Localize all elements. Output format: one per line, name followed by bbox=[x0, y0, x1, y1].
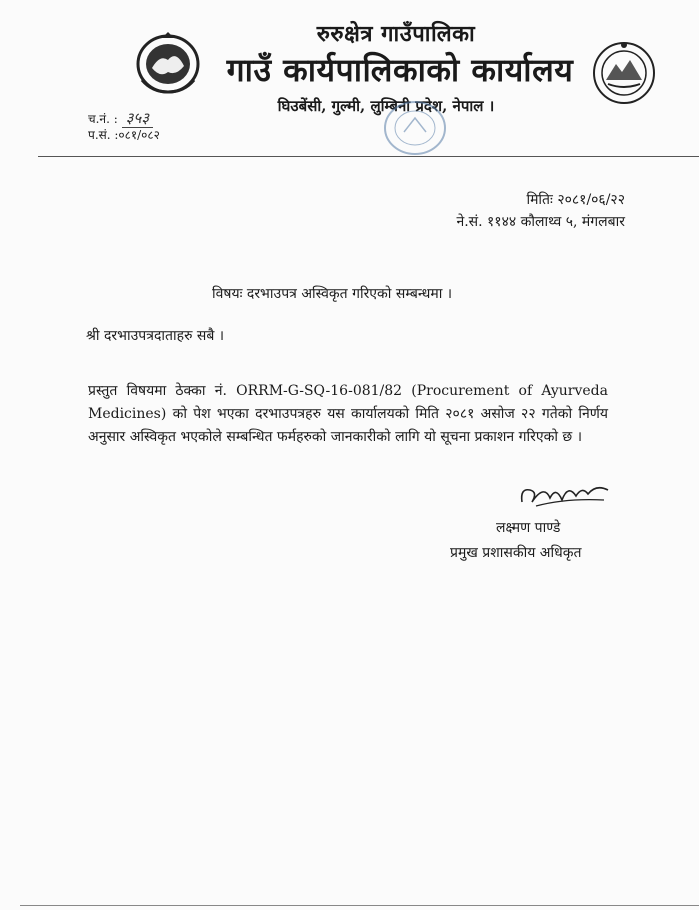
letter-subject: विषयः दरभाउपत्र अस्विकृत गरिएको सम्बन्धमा । bbox=[212, 286, 453, 302]
letter-body: प्रस्तुत विषयमा ठेक्का नं. ORRM-G-SQ-16-081/82 (Procurement of Ayurveda Medicines) को पेश भएका दरभाउपत्रहरु यस कार्यालयको मिति २०८१ असोज २२ गतेको निर्णय अनुसार अस्विकृत भएकोले सम्बन्धित फर्महरुको जानकारीको लागि यो सूचना प्रकाशन गरिएको छ । bbox=[88, 383, 608, 445]
nepal-emblem-icon bbox=[132, 30, 204, 96]
signer-title: प्रमुख प्रशासकीय अधिकृत bbox=[450, 545, 582, 561]
letter-number-label: च.नं. : bbox=[88, 112, 118, 126]
date-ad: मितिः २०८१/०६/२२ bbox=[526, 192, 625, 208]
municipality-seal-icon bbox=[588, 40, 660, 106]
letter-number-row bbox=[88, 108, 153, 128]
office-name: गाउँ कार्यपालिकाको कार्यालय bbox=[226, 51, 574, 89]
letter-salutation: श्री दरभाउपत्रदाताहरु सबै । bbox=[86, 328, 225, 344]
handwritten-signature bbox=[516, 478, 612, 510]
signer-name: लक्ष्मण पाण्डे bbox=[496, 520, 561, 536]
fiscal-year-value: ०८१/०८२ bbox=[118, 128, 160, 142]
date-nepal-sambat: ने.सं. ११४४ कौलाथ्व ५, मंगलबार bbox=[456, 214, 625, 230]
header-divider bbox=[38, 156, 699, 157]
office-stamp-icon bbox=[380, 98, 450, 158]
letter-number-value: ३५३ bbox=[122, 109, 153, 128]
footer-divider bbox=[20, 905, 699, 906]
fiscal-year-label: प.सं. : bbox=[88, 128, 119, 142]
office-address: घिउबेंसी, गुल्मी, लुम्बिनी प्रदेश, नेपाल । bbox=[277, 97, 495, 115]
fiscal-year-row bbox=[88, 126, 160, 143]
municipality-name: रुरुक्षेत्र गाउँपालिका bbox=[316, 21, 476, 47]
